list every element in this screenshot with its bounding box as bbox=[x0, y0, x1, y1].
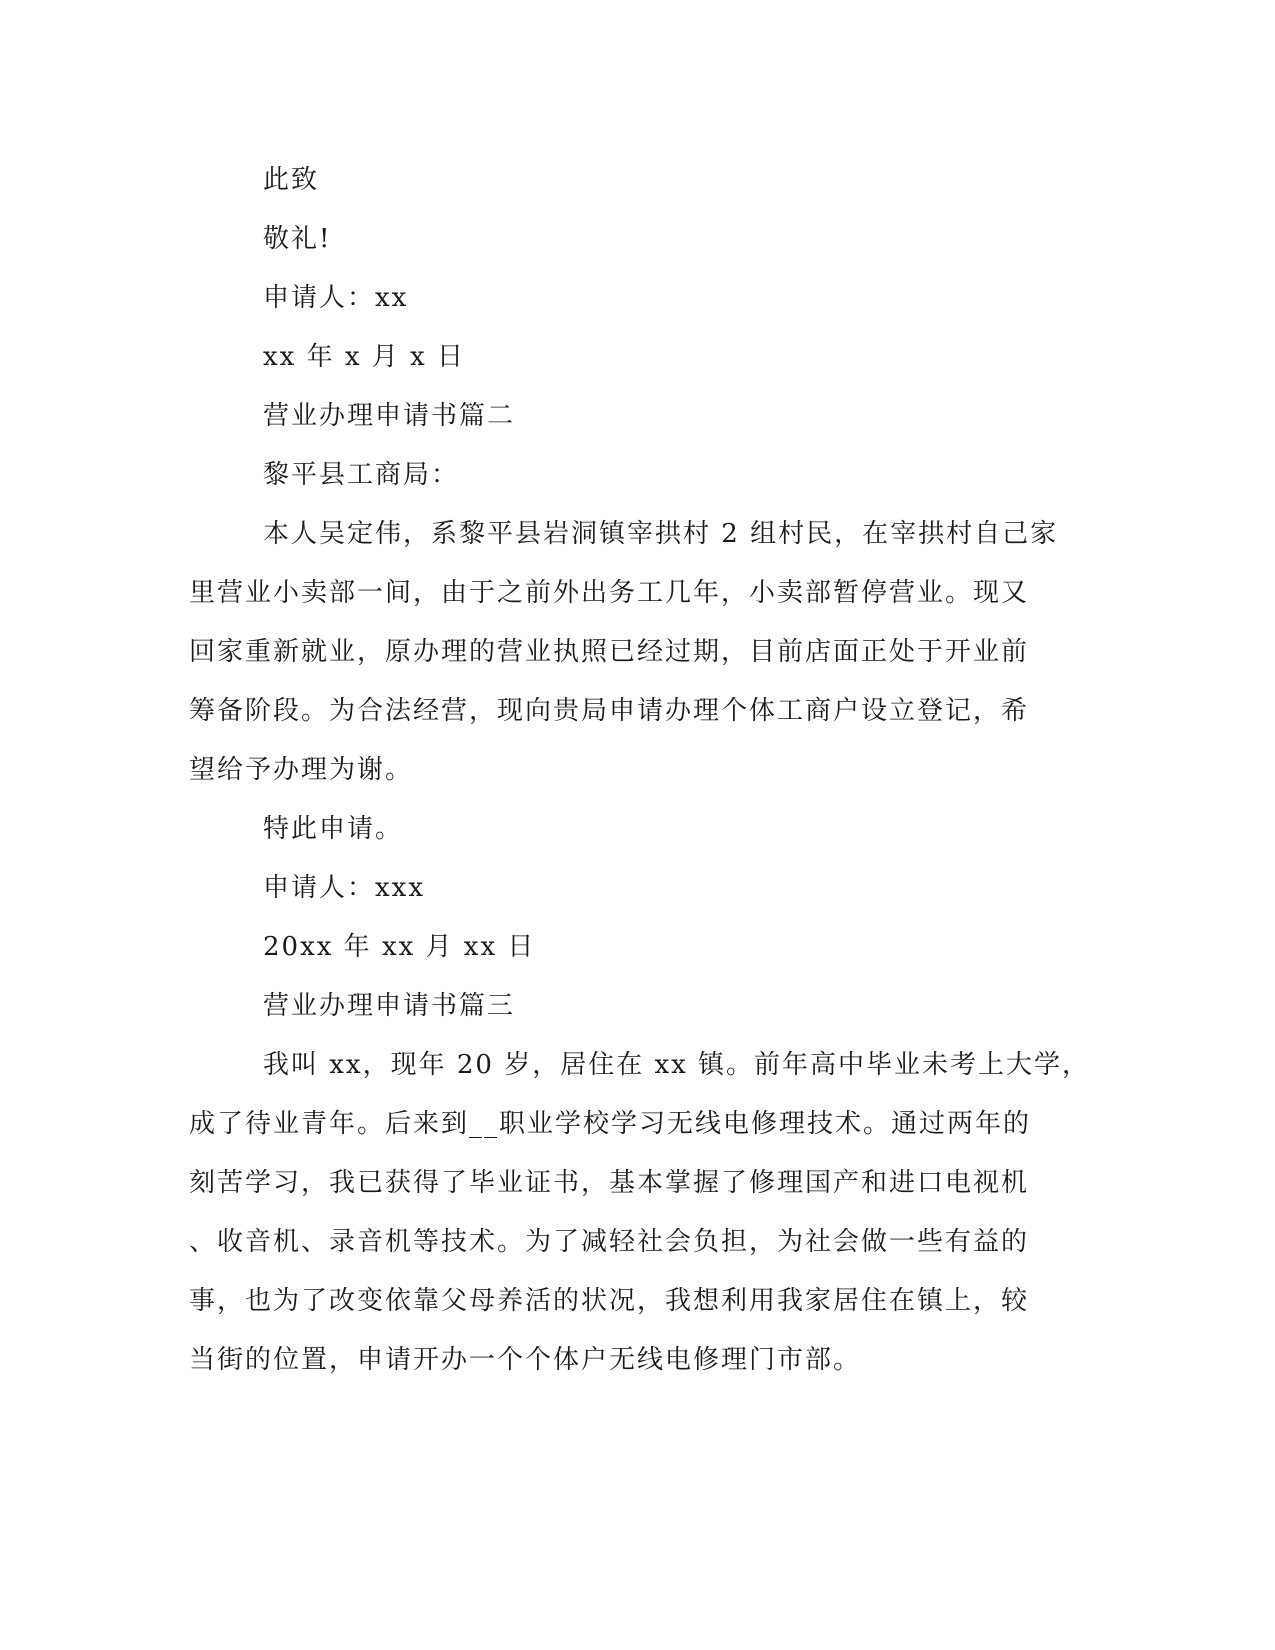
paragraph-line: 筹备阶段。为合法经营，现向贵局申请办理个体工商户设立登记，希 bbox=[189, 696, 1030, 726]
paragraph-line: 成了待业青年。后来到__职业学校学习无线电修理技术。通过两年的 bbox=[189, 1109, 1032, 1139]
closing-line: 特此申请。 bbox=[263, 814, 404, 844]
date-line: xx 年 x 月 x 日 bbox=[263, 342, 465, 372]
salutation-line: 敬礼! bbox=[263, 224, 332, 254]
paragraph-line: 当街的位置，申请开办一个个体户无线电修理门市部。 bbox=[189, 1345, 862, 1375]
paragraph-line: 回家重新就业，原办理的营业执照已经过期，目前店面正处于开业前 bbox=[189, 637, 1030, 667]
paragraph-line: 事，也为了改变依靠父母养活的状况，我想利用我家居住在镇上，较 bbox=[189, 1286, 1030, 1316]
paragraph-line: 里营业小卖部一间，由于之前外出务工几年，小卖部暂停营业。现又 bbox=[189, 578, 1030, 608]
closing-line: 此致 bbox=[263, 165, 320, 195]
paragraph-line: 刻苦学习，我已获得了毕业证书，基本掌握了修理国产和进口电视机 bbox=[189, 1168, 1030, 1198]
applicant-line: 申请人：xx bbox=[263, 283, 409, 313]
applicant-line: 申请人：xxx bbox=[263, 873, 425, 903]
date-line: 20xx 年 xx 月 xx 日 bbox=[263, 932, 536, 962]
section-heading-3: 营业办理申请书篇三 bbox=[263, 991, 516, 1021]
paragraph-line: 望给予办理为谢。 bbox=[189, 755, 414, 785]
paragraph-line: 我叫 xx，现年 20 岁，居住在 xx 镇。前年高中毕业未考上大学， bbox=[263, 1050, 1091, 1080]
paragraph-line: 、收音机、录音机等技术。为了减轻社会负担，为社会做一些有益的 bbox=[189, 1227, 1030, 1257]
section-heading-2: 营业办理申请书篇二 bbox=[263, 401, 516, 431]
addressee-line: 黎平县工商局： bbox=[263, 460, 460, 490]
paragraph-line: 本人吴定伟，系黎平县岩洞镇宰拱村 2 组村民，在宰拱村自己家 bbox=[263, 519, 1059, 549]
